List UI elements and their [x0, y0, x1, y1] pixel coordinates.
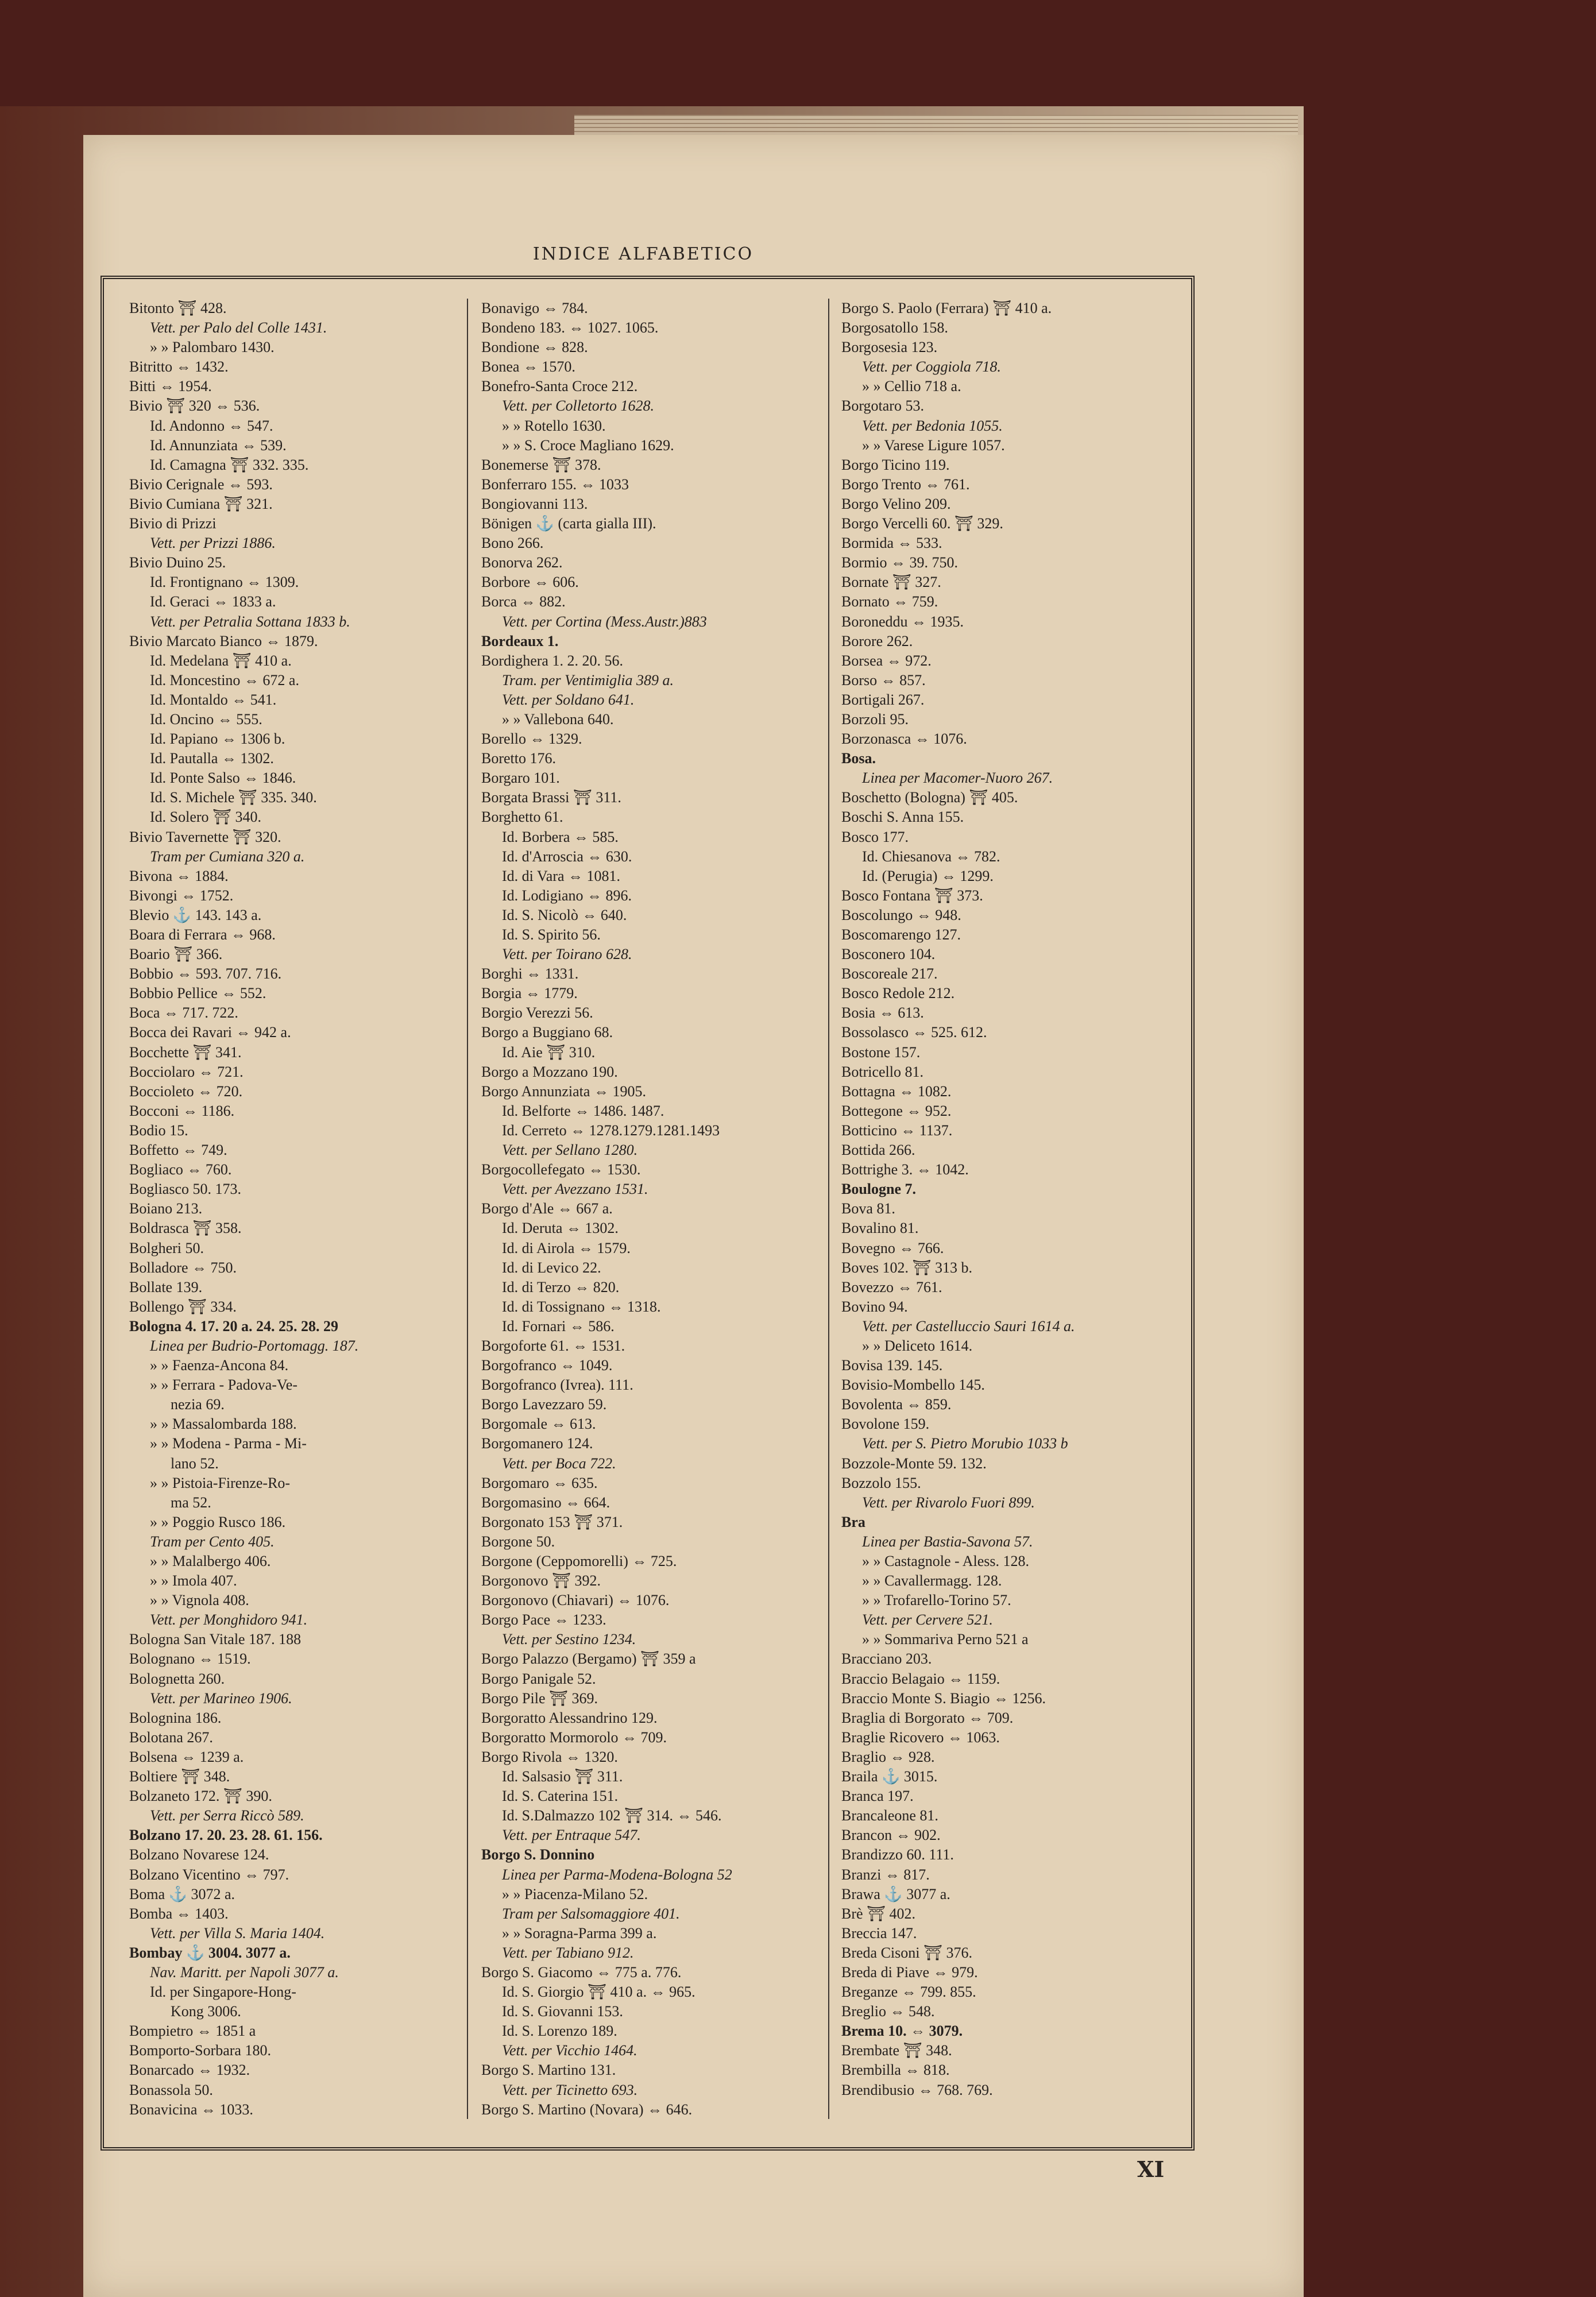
- index-entry: Borca ⇔ 882.: [481, 593, 566, 610]
- index-entry: Id. Cerreto ⇔ 1278.1279.1281.1493: [502, 1122, 720, 1139]
- index-entry: Borghi ⇔ 1331.: [481, 965, 579, 983]
- index-entry: » » Faenza-Ancona 84.: [150, 1357, 289, 1374]
- index-entry: Id. per Singapore-Hong-: [150, 1983, 296, 2001]
- index-entry: Breda Cisoni ⛩ 376.: [841, 1944, 972, 1961]
- index-entry: Boscomarengo 127.: [841, 926, 961, 943]
- index-entry: Breccia 147.: [841, 1924, 917, 1942]
- index-entry: Id. Geraci ⇔ 1833 a.: [150, 593, 276, 610]
- index-entry: Id. S. Michele ⛩ 335. 340.: [150, 789, 317, 806]
- index-entry: Bolzano Vicentino ⇔ 797.: [129, 1866, 289, 1883]
- index-column-1: [129, 299, 480, 2120]
- index-entry: Bocchette ⛩ 341.: [129, 1043, 242, 1061]
- index-entry: Bönigen ⚓ (carta gialla III).: [481, 515, 656, 532]
- index-entry: » » Soragna-Parma 399 a.: [502, 1924, 657, 1942]
- index-entry: Bolognetta 260.: [129, 1670, 225, 1687]
- index-entry: Bordighera 1. 2. 20. 56.: [481, 652, 623, 669]
- index-entry: Bormida ⇔ 533.: [841, 535, 942, 552]
- index-entry: Id. Moncestino ⇔ 672 a.: [150, 671, 299, 689]
- index-entry: Bivongi ⇔ 1752.: [129, 887, 234, 904]
- index-entry: Linea per Budrio-Portomagg. 187.: [150, 1337, 359, 1354]
- index-entry: Bormio ⇔ 39. 750.: [841, 554, 958, 571]
- index-entry: Bovisa 139. 145.: [841, 1357, 943, 1374]
- index-entry: Boulogne 7.: [841, 1181, 917, 1198]
- index-entry: Borso ⇔ 857.: [841, 671, 926, 689]
- index-entry: Id. Ponte Salso ⇔ 1846.: [150, 769, 296, 787]
- index-entry: Brendibusio ⇔ 768. 769.: [841, 2081, 993, 2098]
- index-entry: Vett. per Serra Riccò 589.: [150, 1807, 304, 1824]
- index-entry: Vett. per Prizzi 1886.: [150, 535, 276, 552]
- index-entry: Boiano 213.: [129, 1200, 203, 1217]
- index-entry: Id. S. Giovanni 153.: [502, 2003, 623, 2020]
- index-entry: Brandizzo 60. 111.: [841, 1846, 954, 1863]
- index-entry: Borgo Rivola ⇔ 1320.: [481, 1748, 618, 1765]
- index-entry: Borgomaro ⇔ 635.: [481, 1474, 598, 1491]
- index-column-2: [481, 299, 832, 2120]
- index-entry: Id. Oncino ⇔ 555.: [150, 710, 262, 728]
- index-entry: Vett. per Monghidoro 941.: [150, 1611, 308, 1629]
- index-entry: Bracciano 203.: [841, 1650, 932, 1668]
- index-entry: Linea per Macomer-Nuoro 267.: [862, 769, 1053, 787]
- index-entry: Boldrasca ⛩ 358.: [129, 1220, 242, 1237]
- index-entry: Borgosesia 123.: [841, 339, 938, 356]
- index-entry: Id. Medelana ⛩ 410 a.: [150, 652, 292, 669]
- index-entry: Borgomanero 124.: [481, 1435, 593, 1452]
- index-entry: Borgonovo ⛩ 392.: [481, 1572, 601, 1590]
- index-entry: Vett. per Toirano 628.: [502, 946, 632, 963]
- index-entry: Bortigali 267.: [841, 691, 925, 708]
- index-entry: Borgo Annunziata ⇔ 1905.: [481, 1082, 646, 1100]
- index-entry: Borgoforte 61. ⇔ 1531.: [481, 1337, 625, 1354]
- index-entry: » » Poggio Rusco 186.: [150, 1513, 286, 1530]
- index-entry: Bivio di Prizzi: [129, 515, 217, 532]
- index-entry: Bocciolaro ⇔ 721.: [129, 1063, 244, 1080]
- index-entry: Borgo Velino 209.: [841, 495, 951, 512]
- index-entry: Borgo Ticino 119.: [841, 456, 950, 473]
- index-entry: Id. Fornari ⇔ 586.: [502, 1317, 615, 1335]
- index-entry: Bobbio Pellice ⇔ 552.: [129, 985, 266, 1002]
- index-entry: Vett. per Ticinetto 693.: [502, 2081, 638, 2098]
- index-entry: Borgo S. Donnino: [481, 1846, 595, 1863]
- index-entry: Id. S. Spirito 56.: [502, 926, 601, 943]
- index-entry: Vett. per Colletorto 1628.: [502, 397, 655, 415]
- index-entry: Bonassola 50.: [129, 2081, 213, 2098]
- index-entry: Botricello 81.: [841, 1063, 923, 1080]
- index-entry: Branca 197.: [841, 1788, 914, 1805]
- index-entry: » » Cavallermagg. 128.: [862, 1572, 1002, 1590]
- index-entry: Bovezzo ⇔ 761.: [841, 1278, 942, 1296]
- index-entry: Bolladore ⇔ 750.: [129, 1259, 237, 1276]
- index-entry: Braila ⚓ 3015.: [841, 1768, 938, 1785]
- index-entry: Borzoli 95.: [841, 710, 909, 728]
- index-entry: Id. Solero ⛩ 340.: [150, 809, 262, 826]
- index-entry: » » Castagnole - Aless. 128.: [862, 1553, 1030, 1569]
- index-entry: Breglio ⇔ 548.: [841, 2003, 935, 2020]
- index-entry: Vett. per Palo del Colle 1431.: [150, 319, 327, 337]
- index-entry: Brema 10. ⇔ 3079.: [841, 2023, 963, 2040]
- index-entry: Bivio Duino 25.: [129, 554, 226, 571]
- index-entry: Bonorva 262.: [481, 554, 563, 571]
- index-entry: Id. S. Nicolò ⇔ 640.: [502, 906, 627, 923]
- index-entry: Bonavicina ⇔ 1033.: [129, 2101, 253, 2118]
- index-entry: Borgia ⇔ 1779.: [481, 985, 578, 1002]
- index-entry: Borzonasca ⇔ 1076.: [841, 730, 967, 748]
- index-entry: Bovisio-Mombello 145.: [841, 1376, 985, 1394]
- index-entry: Vett. per Cervere 521.: [862, 1611, 993, 1629]
- index-entry: Blevio ⚓ 143. 143 a.: [129, 906, 262, 923]
- index-entry: Borgo d'Ale ⇔ 667 a.: [481, 1200, 613, 1217]
- index-entry: » » Pistoia-Firenze-Ro-: [150, 1474, 291, 1491]
- index-entry: Vett. per Marineo 1906.: [150, 1689, 292, 1707]
- index-entry: » » Cellio 718 a.: [862, 378, 961, 395]
- index-entry: Vett. per Coggiola 718.: [862, 358, 1001, 376]
- index-entry: Id. Frontignano ⇔ 1309.: [150, 574, 299, 591]
- index-entry: Vett. per Soldano 641.: [502, 691, 635, 708]
- index-entry: Bologna 4. 17. 20 a. 24. 25. 28. 29: [129, 1317, 339, 1335]
- index-entry: Id. Borbera ⇔ 585.: [502, 828, 619, 845]
- index-entry: Id. di Levico 22.: [502, 1259, 601, 1276]
- index-entry: » » Palombaro 1430.: [150, 339, 275, 356]
- index-entry: Borgo Palazzo (Bergamo) ⛩ 359 a: [481, 1650, 696, 1668]
- index-entry: Borgo Pile ⛩ 369.: [481, 1689, 598, 1707]
- index-entry: Bra: [841, 1513, 865, 1530]
- index-entry: Bonemerse ⛩ 378.: [481, 456, 601, 473]
- index-entry: Borgo S. Giacomo ⇔ 775 a. 776.: [481, 1963, 682, 1981]
- index-entry: Borgo S. Martino (Novara) ⇔ 646.: [481, 2101, 693, 2118]
- index-entry: Bogliaco ⇔ 760.: [129, 1161, 232, 1178]
- page-number: XI: [1137, 2156, 1165, 2182]
- index-entry: Braglio ⇔ 928.: [841, 1748, 935, 1765]
- index-entry: Borgomale ⇔ 613.: [481, 1416, 596, 1433]
- index-entry: Bondione ⇔ 828.: [481, 339, 588, 356]
- index-entry: Id. Andonno ⇔ 547.: [150, 417, 273, 434]
- index-entry: Borgonovo (Chiavari) ⇔ 1076.: [481, 1592, 670, 1609]
- index-entry: » » Malalbergo 406.: [150, 1553, 271, 1569]
- index-entry: Bolsena ⇔ 1239 a.: [129, 1748, 244, 1765]
- index-entry: Bolgheri 50.: [129, 1239, 204, 1256]
- index-entry: Bitritto ⇔ 1432.: [129, 358, 229, 376]
- index-entry: Borgoratto Alessandrino 129.: [481, 1709, 658, 1726]
- index-entry: Kong 3006.: [171, 2003, 241, 2020]
- index-entry: Bologna San Vitale 187. 188: [129, 1631, 302, 1648]
- index-entry: Boscolungo ⇔ 948.: [841, 906, 961, 923]
- index-entry: Linea per Parma-Modena-Bologna 52: [502, 1866, 732, 1883]
- index-entry: Linea per Bastia-Savona 57.: [862, 1533, 1033, 1550]
- index-entry: Bono 266.: [481, 535, 544, 552]
- index-entry: Bosco 177.: [841, 828, 909, 845]
- index-entry: Tram per Cento 405.: [150, 1533, 275, 1550]
- index-entry: Borghetto 61.: [481, 809, 563, 826]
- index-entry: Bozzolo 155.: [841, 1474, 921, 1491]
- index-entry: Id. S. Caterina 151.: [502, 1788, 619, 1805]
- index-entry: nezia 69.: [171, 1396, 225, 1413]
- index-entry: Breda di Piave ⇔ 979.: [841, 1963, 978, 1981]
- index-entry: Brawa ⚓ 3077 a.: [841, 1885, 950, 1902]
- index-entry: Bosco Fontana ⛩ 373.: [841, 887, 983, 904]
- index-entry: Borgoratto Mormorolo ⇔ 709.: [481, 1728, 667, 1746]
- index-entry: Vett. per Boca 722.: [502, 1455, 616, 1472]
- index-entry: Id. Camagna ⛩ 332. 335.: [150, 456, 309, 473]
- index-entry: Bomporto-Sorbara 180.: [129, 2042, 271, 2059]
- index-entry: Bongiovanni 113.: [481, 495, 588, 512]
- index-entry: Id. di Vara ⇔ 1081.: [502, 867, 621, 884]
- index-entry: Vett. per Cortina (Mess.Austr.)883: [502, 613, 707, 630]
- index-entry: » » Varese Ligure 1057.: [862, 436, 1005, 454]
- index-entry: Bovolenta ⇔ 859.: [841, 1396, 952, 1413]
- index-entry: Borello ⇔ 1329.: [481, 730, 582, 748]
- index-entry: Boschetto (Bologna) ⛩ 405.: [841, 789, 1018, 806]
- index-entry: Bottrighe 3. ⇔ 1042.: [841, 1161, 969, 1178]
- index-entry: Id. Pautalla ⇔ 1302.: [150, 750, 274, 767]
- index-entry: Vett. per Petralia Sottana 1833 b.: [150, 613, 350, 630]
- index-entry: Braccio Monte S. Biagio ⇔ 1256.: [841, 1689, 1046, 1707]
- index-entry: Borgo Panigale 52.: [481, 1670, 596, 1687]
- index-entry: Id. di Terzo ⇔ 820.: [502, 1278, 620, 1296]
- index-entry: Borsea ⇔ 972.: [841, 652, 932, 669]
- index-entry: » » Massalombarda 188.: [150, 1416, 297, 1433]
- index-entry: Bossolasco ⇔ 525. 612.: [841, 1024, 987, 1041]
- index-entry: Bonarcado ⇔ 1932.: [129, 2062, 250, 2079]
- index-entry: Bolzano 17. 20. 23. 28. 61. 156.: [129, 1827, 323, 1844]
- index-entry: Boroneddu ⇔ 1935.: [841, 613, 964, 630]
- index-entry: Bornato ⇔ 759.: [841, 593, 938, 610]
- index-entry: Vett. per Vicchio 1464.: [502, 2042, 637, 2059]
- index-entry: Brè ⛩ 402.: [841, 1905, 916, 1922]
- index-entry: Bottegone ⇔ 952.: [841, 1102, 952, 1119]
- index-entry: Vett. per Tabiano 912.: [502, 1944, 634, 1961]
- index-entry: Id. di Tossignano ⇔ 1318.: [502, 1298, 661, 1315]
- index-entry: Braglia di Borgorato ⇔ 709.: [841, 1709, 1014, 1726]
- index-entry: Id. Belforte ⇔ 1486. 1487.: [502, 1102, 664, 1119]
- index-entry: Botticino ⇔ 1137.: [841, 1122, 953, 1139]
- index-entry: Id. (Perugia) ⇔ 1299.: [862, 867, 994, 884]
- index-entry: Bivio Cerignale ⇔ 593.: [129, 475, 273, 493]
- index-entry: Boscoreale 217.: [841, 965, 938, 983]
- index-entry: Vett. per Rivarolo Fuori 899.: [862, 1494, 1035, 1511]
- index-entry: Boario ⛩ 366.: [129, 946, 223, 963]
- index-entry: Nav. Maritt. per Napoli 3077 a.: [150, 1963, 339, 1981]
- index-entry: Bozzole-Monte 59. 132.: [841, 1455, 987, 1472]
- index-entry: Braglie Ricovero ⇔ 1063.: [841, 1728, 1000, 1746]
- index-entry: Borgo Lavezzaro 59.: [481, 1396, 607, 1413]
- index-entry: Borgata Brassi ⛩ 311.: [481, 789, 621, 806]
- index-entry: Bivio ⛩ 320 ⇔ 536.: [129, 397, 260, 415]
- index-entry: Id. S. Lorenzo 189.: [502, 2023, 617, 2040]
- index-entry: Bolognina 186.: [129, 1709, 222, 1726]
- index-entry: » » Rotello 1630.: [502, 417, 606, 434]
- index-entry: Bolzaneto 172. ⛩ 390.: [129, 1788, 272, 1805]
- index-entry: Borgocollefegato ⇔ 1530.: [481, 1161, 641, 1178]
- index-entry: Id. d'Arroscia ⇔ 630.: [502, 848, 632, 865]
- index-entry: Id. Chiesanova ⇔ 782.: [862, 848, 1000, 865]
- index-entry: Bordeaux 1.: [481, 632, 559, 649]
- index-entry: Brembate ⛩ 348.: [841, 2042, 952, 2059]
- index-entry: Borgotaro 53.: [841, 397, 924, 415]
- page-header-title: INDICE ALFABETICO: [532, 244, 754, 264]
- index-entry: Borore 262.: [841, 632, 913, 649]
- index-entry: Vett. per Sellano 1280.: [502, 1142, 638, 1159]
- index-entry: Boffetto ⇔ 749.: [129, 1142, 227, 1159]
- index-entry: Borbore ⇔ 606.: [481, 574, 579, 591]
- index-entry: » » Deliceto 1614.: [862, 1337, 973, 1354]
- index-entry: lano 52.: [171, 1455, 219, 1472]
- index-entry: Bornate ⛩ 327.: [841, 574, 941, 591]
- index-entry: Bivio Cumiana ⛩ 321.: [129, 495, 273, 512]
- index-entry: Boltiere ⛩ 348.: [129, 1768, 230, 1785]
- index-entry: » » Vignola 408.: [150, 1592, 249, 1609]
- index-entry: Bovino 94.: [841, 1298, 908, 1315]
- index-entry: » » S. Croce Magliano 1629.: [502, 436, 674, 454]
- index-entry: Bitonto ⛩ 428.: [129, 300, 227, 316]
- index-entry: Boves 102. ⛩ 313 b.: [841, 1259, 973, 1276]
- index-entry: Borgo a Mozzano 190.: [481, 1063, 618, 1080]
- index-entry: Bovolone 159.: [841, 1416, 930, 1433]
- index-entry: Brancaleone 81.: [841, 1807, 938, 1824]
- index-entry: Bocconi ⇔ 1186.: [129, 1102, 235, 1119]
- index-entry: » » Piacenza-Milano 52.: [502, 1885, 648, 1902]
- index-entry: Boschi S. Anna 155.: [841, 809, 964, 826]
- index-entry: Id. Lodigiano ⇔ 896.: [502, 887, 632, 904]
- index-entry: Bosia ⇔ 613.: [841, 1004, 924, 1022]
- index-entry: Id. S. Giorgio ⛩ 410 a. ⇔ 965.: [502, 1983, 695, 2001]
- index-entry: ma 52.: [171, 1494, 211, 1511]
- index-entry: Bolognano ⇔ 1519.: [129, 1650, 251, 1668]
- index-entry: Borgonato 153 ⛩ 371.: [481, 1513, 623, 1530]
- index-entry: Bogliasco 50. 173.: [129, 1181, 241, 1198]
- index-entry: » » Imola 407.: [150, 1572, 237, 1590]
- index-entry: Vett. per Bedonia 1055.: [862, 417, 1003, 434]
- index-entry: » » Modena - Parma - Mi-: [150, 1435, 307, 1452]
- index-entry: Id. S.Dalmazzo 102 ⛩ 314. ⇔ 546.: [502, 1807, 722, 1824]
- index-entry: Bobbio ⇔ 593. 707. 716.: [129, 965, 282, 983]
- index-entry: Vett. per Villa S. Maria 1404.: [150, 1924, 325, 1942]
- index-entry: » » Trofarello-Torino 57.: [862, 1592, 1011, 1609]
- index-entry: Bolzano Novarese 124.: [129, 1846, 269, 1863]
- index-entry: Tram per Salsomaggiore 401.: [502, 1905, 680, 1922]
- index-entry: Borgosatollo 158.: [841, 319, 948, 337]
- index-entry: Bovalino 81.: [841, 1220, 919, 1237]
- index-entry: Breganze ⇔ 799. 855.: [841, 1983, 976, 2001]
- index-entry: Borgo Pace ⇔ 1233.: [481, 1611, 606, 1629]
- index-entry: Boccioleto ⇔ 720.: [129, 1082, 243, 1100]
- index-entry: Bottagna ⇔ 1082.: [841, 1082, 952, 1100]
- index-entry: Bocca dei Ravari ⇔ 942 a.: [129, 1024, 291, 1041]
- index-entry: Bosconero 104.: [841, 946, 936, 963]
- index-entry: Bodio 15.: [129, 1122, 188, 1139]
- index-entry: Bosa.: [841, 750, 876, 767]
- index-entry: Bivona ⇔ 1884.: [129, 867, 229, 884]
- index-entry: Id. Salsasio ⛩ 311.: [502, 1768, 623, 1785]
- index-entry: Boca ⇔ 717. 722.: [129, 1004, 238, 1022]
- index-entry: Braccio Belagaio ⇔ 1159.: [841, 1670, 1000, 1687]
- index-entry: Bosco Redole 212.: [841, 985, 955, 1002]
- index-entry: Bonea ⇔ 1570.: [481, 358, 575, 376]
- index-entry: Id. Deruta ⇔ 1302.: [502, 1220, 619, 1237]
- index-entry: Boma ⚓ 3072 a.: [129, 1885, 235, 1902]
- index-entry: Borgofranco (Ivrea). 111.: [481, 1376, 633, 1394]
- index-entry: Borgomasino ⇔ 664.: [481, 1494, 610, 1511]
- index-entry: Borgofranco ⇔ 1049.: [481, 1357, 613, 1374]
- index-entry: Vett. per Sestino 1234.: [502, 1631, 636, 1648]
- index-entry: Borgio Verezzi 56.: [481, 1004, 593, 1022]
- index-entry: Vett. per S. Pietro Morubio 1033 b: [862, 1435, 1068, 1452]
- index-entry: Borgone (Ceppomorelli) ⇔ 725.: [481, 1553, 677, 1569]
- index-entry: Vett. per Avezzano 1531.: [502, 1181, 648, 1198]
- index-entry: Bitti ⇔ 1954.: [129, 378, 212, 395]
- index-entry: Id. di Airola ⇔ 1579.: [502, 1239, 631, 1256]
- index-entry: Bondeno 183. ⇔ 1027. 1065.: [481, 319, 659, 337]
- index-entry: Bivio Tavernette ⛩ 320.: [129, 828, 281, 845]
- index-entry: » » Ferrara - Padova-Ve-: [150, 1376, 298, 1394]
- index-entry: Bottida 266.: [841, 1142, 915, 1159]
- index-entry: Borgo Vercelli 60. ⛩ 329.: [841, 515, 1003, 532]
- index-entry: Vett. per Castelluccio Sauri 1614 a.: [862, 1317, 1075, 1335]
- index-column-3: [841, 299, 1192, 2100]
- index-entry: Bombay ⚓ 3004. 3077 a.: [129, 1944, 291, 1961]
- index-entry: Bostone 157.: [841, 1043, 921, 1061]
- index-entry: Bonefro-Santa Croce 212.: [481, 378, 638, 395]
- index-entry: Borgo Trento ⇔ 761.: [841, 475, 970, 493]
- index-entry: Id. Aie ⛩ 310.: [502, 1043, 596, 1061]
- index-entry: Boretto 176.: [481, 750, 556, 767]
- index-entry: Brembilla ⇔ 818.: [841, 2062, 950, 2079]
- index-entry: Borgo a Buggiano 68.: [481, 1024, 613, 1041]
- index-entry: Id. Papiano ⇔ 1306 b.: [150, 730, 285, 748]
- index-entry: Bivio Marcato Bianco ⇔ 1879.: [129, 632, 318, 649]
- index-entry: Vett. per Entraque 547.: [502, 1827, 641, 1844]
- index-entry: Bompietro ⇔ 1851 a: [129, 2023, 256, 2040]
- index-entry: Bovegno ⇔ 766.: [841, 1239, 944, 1256]
- index-entry: Bova 81.: [841, 1200, 895, 1217]
- index-entry: Tram. per Ventimiglia 389 a.: [502, 671, 674, 689]
- index-entry: Borgo S. Paolo (Ferrara) ⛩ 410 a.: [841, 300, 1052, 316]
- index-entry: Borgaro 101.: [481, 769, 560, 787]
- index-entry: Bonavigo ⇔ 784.: [481, 300, 588, 316]
- index-entry: » » Vallebona 640.: [502, 710, 614, 728]
- index-entry: Branzi ⇔ 817.: [841, 1866, 930, 1883]
- index-entry: Bonferraro 155. ⇔ 1033: [481, 475, 629, 493]
- index-entry: Tram per Cumiana 320 a.: [150, 848, 305, 865]
- index-entry: » » Sommariva Perno 521 a: [862, 1631, 1029, 1648]
- index-entry: Id. Montaldo ⇔ 541.: [150, 691, 277, 708]
- index-entry: Boara di Ferrara ⇔ 968.: [129, 926, 276, 943]
- index-entry: Brancon ⇔ 902.: [841, 1827, 941, 1844]
- index-entry: Bollate 139.: [129, 1278, 203, 1296]
- index-entry: Bomba ⇔ 1403.: [129, 1905, 229, 1922]
- index-entry: Borgo S. Martino 131.: [481, 2062, 616, 2079]
- index-entry: Bollengo ⛩ 334.: [129, 1298, 237, 1315]
- index-entry: Borgone 50.: [481, 1533, 555, 1550]
- index-entry: Bolotana 267.: [129, 1728, 213, 1746]
- index-entry: Id. Annunziata ⇔ 539.: [150, 436, 287, 454]
